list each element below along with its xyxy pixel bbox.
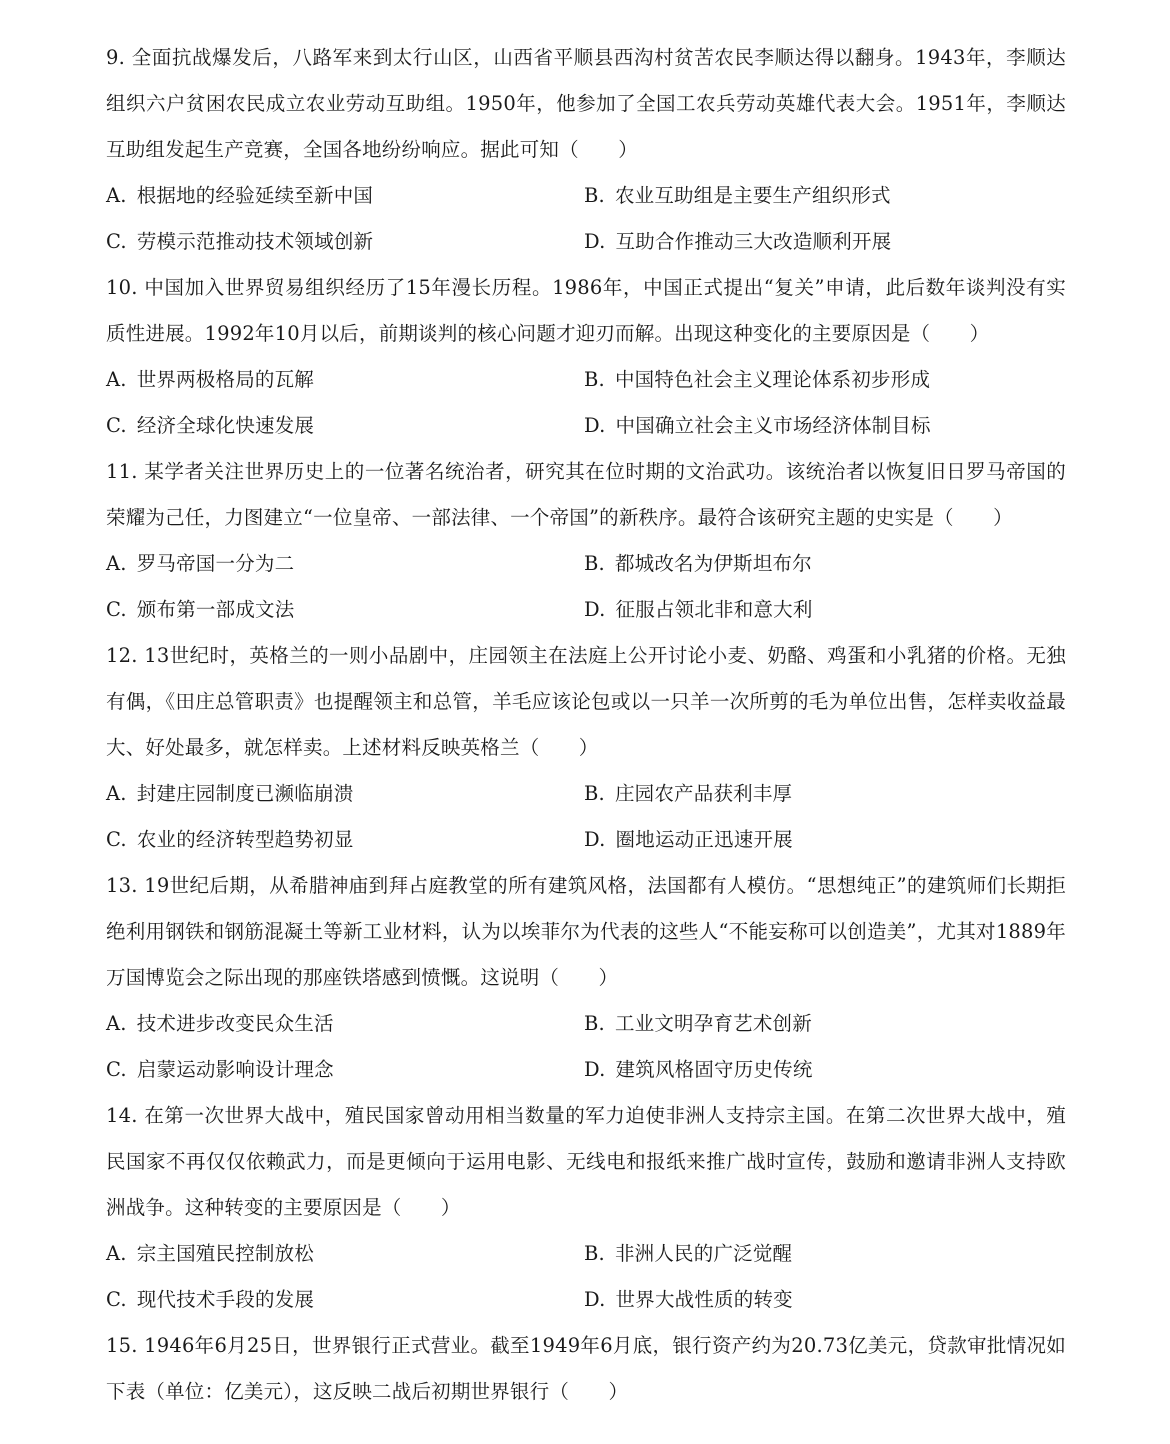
question-stem: 10. 中国加入世界贸易组织经历了15年漫长历程。1986年，中国正式提出“复关”申请，此后数年谈判没有实质性进展。1992年10月以后，前期谈判的核心问题才迎刃而解。出现这种变化的主要原因是（ ） <box>106 276 1066 345</box>
question-13 <box>106 863 1066 1093</box>
option-letter: A. <box>106 1012 127 1035</box>
option-text: 建筑风格固守历史传统 <box>615 1058 813 1081</box>
question-stem: 9. 全面抗战爆发后，八路军来到太行山区，山西省平顺县西沟村贫苦农民李顺达得以翻身。1943年，李顺达组织六户贫困农民成立农业劳动互助组。1950年，他参加了全国工农兵劳动英雄代表大会。1951年，李顺达互助组发起生产竞赛，全国各地纷纷响应。据此可知（ ） <box>106 46 1066 161</box>
option-text: 互助合作推动三大改造顺利开展 <box>615 230 892 253</box>
option-a[interactable] <box>106 173 584 219</box>
answer-options <box>106 771 1066 863</box>
option-text: 中国确立社会主义市场经济体制目标 <box>615 414 931 437</box>
option-b[interactable] <box>584 173 1064 219</box>
option-c[interactable] <box>106 1047 584 1093</box>
option-text: 劳模示范推动技术领域创新 <box>136 230 374 253</box>
question-stem: 14. 在第一次世界大战中，殖民国家曾动用相当数量的军力迫使非洲人支持宗主国。在第二次世界大战中，殖民国家不再仅仅依赖武力，而是更倾向于运用电影、无线电和报纸来推广战时宣传，鼓励和邀请非洲人支持欧洲战争。这种转变的主要原因是（ ） <box>106 1104 1066 1219</box>
option-text: 中国特色社会主义理论体系初步形成 <box>614 368 931 391</box>
option-letter: A. <box>106 1242 127 1265</box>
option-text: 工业文明孕育艺术创新 <box>614 1012 812 1035</box>
option-letter: A. <box>106 368 127 391</box>
option-text: 现代技术手段的发展 <box>136 1288 315 1311</box>
option-text: 技术进步改变民众生活 <box>136 1012 334 1035</box>
option-text: 宗主国殖民控制放松 <box>136 1242 314 1265</box>
answer-options <box>106 173 1066 265</box>
option-c[interactable] <box>106 587 584 633</box>
option-letter: C. <box>106 1288 127 1311</box>
option-letter: D. <box>584 1288 606 1311</box>
option-text: 经济全球化快速发展 <box>136 414 315 437</box>
option-text: 根据地的经验延续至新中国 <box>136 184 374 207</box>
option-letter: C. <box>106 1058 127 1081</box>
question-stem: 11. 某学者关注世界历史上的一位著名统治者，研究其在位时期的文治武功。该统治者以恢复旧日罗马帝国的荣耀为己任，力图建立“一位皇帝、一部法律、一个帝国”的新秩序。最符合该研究主题的史实是（ ） <box>106 460 1066 529</box>
option-letter: B. <box>584 368 605 391</box>
option-d[interactable] <box>584 1047 1064 1093</box>
option-letter: C. <box>106 828 127 851</box>
option-b[interactable] <box>584 357 1064 403</box>
option-text: 启蒙运动影响设计理念 <box>136 1058 334 1081</box>
answer-options <box>106 541 1066 633</box>
option-d[interactable] <box>584 1277 1064 1323</box>
option-a[interactable] <box>106 771 584 817</box>
question-stem: 15. 1946年6月25日，世界银行正式营业。截至1949年6月底，银行资产约为20.73亿美元，贷款审批情况如下表（单位：亿美元），这反映二战后初期世界银行（ ） <box>106 1334 1066 1403</box>
option-b[interactable] <box>584 771 1064 817</box>
option-text: 征服占领北非和意大利 <box>615 598 813 621</box>
option-text: 农业互助组是主要生产组织形式 <box>614 184 891 207</box>
option-letter: A. <box>106 552 127 575</box>
option-letter: B. <box>584 1242 605 1265</box>
option-text: 罗马帝国一分为二 <box>136 552 295 575</box>
option-letter: B. <box>584 552 605 575</box>
question-11 <box>106 449 1066 633</box>
option-text: 世界两极格局的瓦解 <box>136 368 314 391</box>
option-c[interactable] <box>106 1277 584 1323</box>
option-letter: C. <box>106 414 127 437</box>
option-letter: D. <box>584 828 606 851</box>
answer-options <box>106 357 1066 449</box>
option-letter: D. <box>584 1058 606 1081</box>
option-text: 封建庄园制度已濒临崩溃 <box>136 782 354 805</box>
question-stem: 13. 19世纪后期，从希腊神庙到拜占庭教堂的所有建筑风格，法国都有人模仿。“思想纯正”的建筑师们长期拒绝利用钢铁和钢筋混凝土等新工业材料，认为以埃菲尔为代表的这些人“不能妄称可以创造美”，尤其对1889年万国博览会之际出现的那座铁塔感到愤慨。这说明（ ） <box>106 874 1066 989</box>
option-letter: B. <box>584 1012 605 1035</box>
option-a[interactable] <box>106 541 584 587</box>
option-letter: D. <box>584 230 606 253</box>
option-letter: C. <box>106 230 127 253</box>
option-c[interactable] <box>106 403 584 449</box>
option-text: 颁布第一部成文法 <box>136 598 295 621</box>
option-b[interactable] <box>584 541 1064 587</box>
option-d[interactable] <box>584 587 1064 633</box>
question-10 <box>106 265 1066 449</box>
option-c[interactable] <box>106 817 584 863</box>
question-15 <box>106 1323 1066 1415</box>
option-a[interactable] <box>106 1231 584 1277</box>
option-b[interactable] <box>584 1231 1064 1277</box>
option-a[interactable] <box>106 1001 584 1047</box>
question-9 <box>106 35 1066 265</box>
option-letter: A. <box>106 184 127 207</box>
question-stem: 12. 13世纪时，英格兰的一则小品剧中，庄园领主在法庭上公开讨论小麦、奶酪、鸡蛋和小乳猪的价格。无独有偶，《田庄总管职责》也提醒领主和总管，羊毛应该论包或以一只羊一次所剪的毛为单位出售，怎样卖收益最大、好处最多，就怎样卖。上述材料反映英格兰（ ） <box>106 644 1066 759</box>
answer-options <box>106 1231 1066 1323</box>
question-14 <box>106 1093 1066 1323</box>
option-text: 庄园农产品获利丰厚 <box>614 782 793 805</box>
option-b[interactable] <box>584 1001 1064 1047</box>
option-text: 圈地运动正迅速开展 <box>615 828 793 851</box>
option-letter: B. <box>584 184 605 207</box>
option-text: 都城改名为伊斯坦布尔 <box>614 552 812 575</box>
option-letter: D. <box>584 414 606 437</box>
option-a[interactable] <box>106 357 584 403</box>
answer-options <box>106 1001 1066 1093</box>
question-12 <box>106 633 1066 863</box>
option-d[interactable] <box>584 817 1064 863</box>
option-d[interactable] <box>584 219 1064 265</box>
option-letter: D. <box>584 598 606 621</box>
option-text: 非洲人民的广泛觉醒 <box>614 1242 793 1265</box>
option-text: 农业的经济转型趋势初显 <box>136 828 354 851</box>
option-letter: B. <box>584 782 605 805</box>
option-d[interactable] <box>584 403 1064 449</box>
option-c[interactable] <box>106 219 584 265</box>
option-letter: A. <box>106 782 127 805</box>
option-text: 世界大战性质的转变 <box>615 1288 793 1311</box>
option-letter: C. <box>106 598 127 621</box>
